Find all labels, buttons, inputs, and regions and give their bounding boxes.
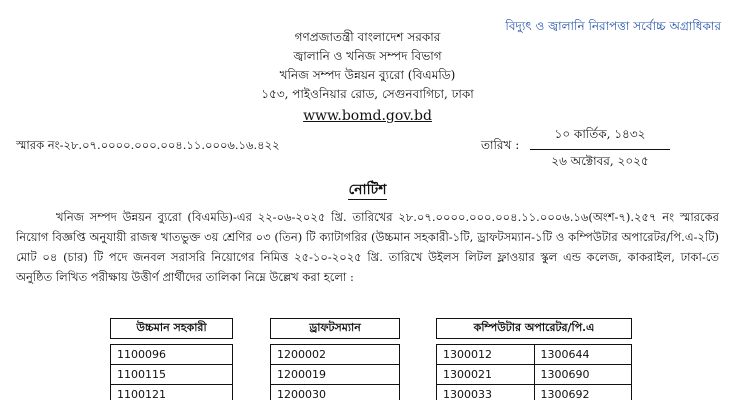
date-box	[530, 126, 670, 173]
bureau-name: খনিজ সম্পদ উন্নয়ন ব্যুরো (বিএমডি)	[279, 68, 456, 82]
table-cell: 1300644	[534, 345, 632, 365]
date-divider	[530, 149, 670, 150]
date-label: তারিখ :	[481, 138, 520, 152]
division-name: জ্বালানি ও খনিজ সম্পদ বিভাগ	[293, 49, 442, 63]
upper-division-table	[110, 318, 233, 400]
table-header: উচ্চমান সহকারী	[111, 319, 233, 339]
table-header: কম্পিউটার অপারেটর/পি.এ	[437, 319, 632, 339]
table-cell: 1300021	[437, 365, 535, 385]
govt-name: গণপ্রজাতন্ত্রী বাংলাদেশ সরকার	[294, 30, 441, 44]
computer-operator-table	[436, 318, 632, 400]
table-cell: 1300692	[534, 385, 632, 400]
date-bangla: ১০ কার্তিক, ১৪৩২	[554, 127, 646, 141]
table-cell: 1200002	[271, 345, 400, 365]
table-cell: 1100115	[111, 365, 233, 385]
website-link[interactable]: www.bomd.gov.bd	[303, 108, 432, 124]
tagline: বিদ্যুৎ ও জ্বালানি নিরাপত্তা সর্বোচ্চ অগ্রাধিকার	[505, 19, 721, 33]
table-cell: 1300690	[534, 365, 632, 385]
table-cell: 1200030	[271, 385, 400, 400]
table-cell: 1300033	[437, 385, 535, 400]
notice-body: খনিজ সম্পদ উন্নয়ন ব্যুরো (বিএমডি)-এর ২২-০৬-২০২৫ খ্রি. তারিখের ২৮.০৭.০০০০.০০০.০০৪.১১.০০০৬.১৬(অংশ-৭).২৫৭ নং স্মারকের নিয়োগ বিজ্ঞপ্তি অনুযায়ী রাজস্ব খাতভুক্ত ৩য় শ্রেণির ০৩ (তিন) টি ক্যাটাগরির (উচ্চমান সহকারী-১টি, ড্রাফটসম্যান-১টি ও কম্পিউটার অপারেটর/পি.এ-২টি) মোট ০৪ (চার) টি পদে জনবল সরাসরি নিয়োগের নিমিত্ত ২৫-১০-২০২৫ খ্রি. তারিখে উইলস লিটল ফ্লাওয়ার স্কুল এন্ড কলেজ, কাকরাইল, ঢাকা-তে অনুষ্ঠিত লিখিত পরীক্ষায় উত্তীর্ণ প্রার্থীদের তালিকা নিম্নে উল্লেখ করা হলো :	[16, 210, 719, 284]
table-cell: 1100096	[111, 345, 233, 365]
table-cell: 1200019	[271, 365, 400, 385]
draftsman-table	[270, 318, 400, 400]
date-gregorian: ২৬ অক্টোবর, ২০২৫	[551, 154, 649, 168]
table-cell: 1300012	[437, 345, 535, 365]
table-cell: 1100121	[111, 385, 233, 400]
table-header: ড্রাফটসম্যান	[271, 319, 400, 339]
notice-title: নোটিশ	[348, 182, 387, 198]
address: ১৫৩, পাইওনিয়ার রোড, সেগুনবাগিচা, ঢাকা	[261, 87, 474, 101]
memo-number: স্মারক নং-২৮.০৭.০০০০.০০০.০০৪.১১.০০০৬.১৬.৪২২	[16, 138, 280, 152]
